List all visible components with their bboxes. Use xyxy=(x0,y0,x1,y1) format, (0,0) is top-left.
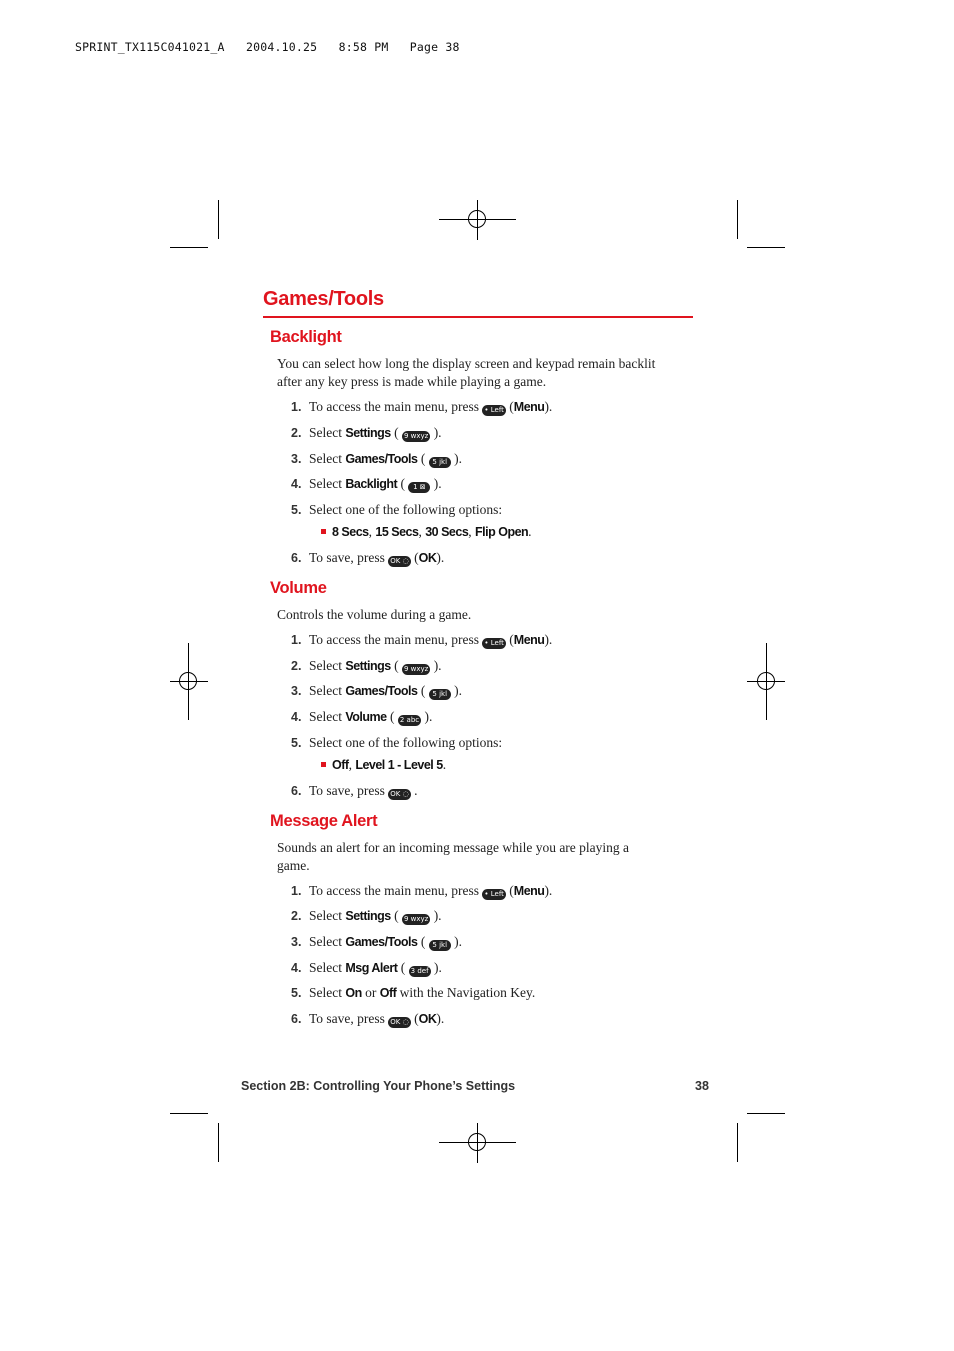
message-step-5: 5. Select On or Off with the Navigation Key. xyxy=(291,985,536,1000)
menu-key-icon: • Left xyxy=(484,406,504,414)
ok-key-icon: OK ◌ xyxy=(390,1018,409,1026)
message-step-3: 3. Select Games/Tools ( 5 jkl ). xyxy=(291,934,462,949)
backlight-step-2: 2. Select Settings ( 9 wxyz ). xyxy=(291,425,442,440)
volume-step-5: 5. Select one of the following options: xyxy=(291,735,503,750)
message-step-6: 6. To save, press OK ◌ (OK). xyxy=(291,1011,445,1026)
bullet-icon xyxy=(321,762,326,767)
backlight-step-3: 3. Select Games/Tools ( 5 jkl ). xyxy=(291,451,462,466)
volume-options: Off, Level 1 - Level 5. xyxy=(321,756,446,774)
nine-key-icon: 9 wxyz xyxy=(403,915,429,923)
backlight-step-1: 1. To access the main menu, press • Left (Menu). xyxy=(291,399,553,414)
volume-step-4: 4. Select Volume ( 2 abc ). xyxy=(291,709,433,724)
bullet-icon xyxy=(321,529,326,534)
message-alert-heading: Message Alert xyxy=(270,812,378,830)
message-alert-intro: Sounds an alert for an incoming message while you are playing a game. xyxy=(277,840,630,873)
message-step-1: 1. To access the main menu, press • Left (Menu). xyxy=(291,883,553,898)
two-key-icon: 2 abc xyxy=(399,716,420,724)
volume-step-2: 2. Select Settings ( 9 wxyz ). xyxy=(291,658,442,673)
five-key-icon: 5 jkl xyxy=(429,457,451,468)
ok-key-icon: OK ◌ xyxy=(390,557,409,565)
nine-key-icon: 9 wxyz xyxy=(403,665,429,673)
footer-section-title: Section 2B: Controlling Your Phone’s Settings xyxy=(241,1079,516,1093)
backlight-heading: Backlight xyxy=(270,328,342,346)
backlight-step-5: 5. Select one of the following options: xyxy=(291,502,503,517)
three-key-icon: 3 def xyxy=(409,966,431,977)
backlight-step-6: 6. To save, press OK ◌ (OK). xyxy=(291,550,445,565)
backlight-step-4: 4. Select Backlight ( 1 ⊠ ). xyxy=(291,476,442,491)
title-rule xyxy=(263,316,693,318)
one-key-icon: 1 ⊠ xyxy=(408,482,430,493)
five-key-icon: 5 jkl xyxy=(429,689,451,700)
volume-step-3: 3. Select Games/Tools ( 5 jkl ). xyxy=(291,683,462,698)
volume-step-1: 1. To access the main menu, press • Left (Menu). xyxy=(291,632,553,647)
page-number: 38 xyxy=(695,1079,709,1093)
five-key-icon: 5 jkl xyxy=(429,940,451,951)
page-title: Games/Tools xyxy=(263,288,384,310)
message-step-2: 2. Select Settings ( 9 wxyz ). xyxy=(291,908,442,923)
volume-step-6: 6. To save, press OK ◌ . xyxy=(291,783,418,798)
volume-intro: Controls the volume during a game. xyxy=(277,607,472,622)
menu-key-icon: • Left xyxy=(484,639,504,647)
message-step-4: 4. Select Msg Alert ( 3 def ). xyxy=(291,960,442,975)
print-slug: SPRINT_TX115C041021_A 2004.10.25 8:58 PM Page 38 xyxy=(75,40,460,54)
backlight-options: 8 Secs, 15 Secs, 30 Secs, Flip Open. xyxy=(321,523,532,541)
ok-key-icon: OK ◌ xyxy=(390,790,409,798)
nine-key-icon: 9 wxyz xyxy=(403,432,429,440)
menu-key-icon: • Left xyxy=(484,890,504,898)
volume-heading: Volume xyxy=(270,579,327,597)
backlight-intro: You can select how long the display screen and keypad remain backlit after any key press is made while playing a game. xyxy=(277,356,656,389)
